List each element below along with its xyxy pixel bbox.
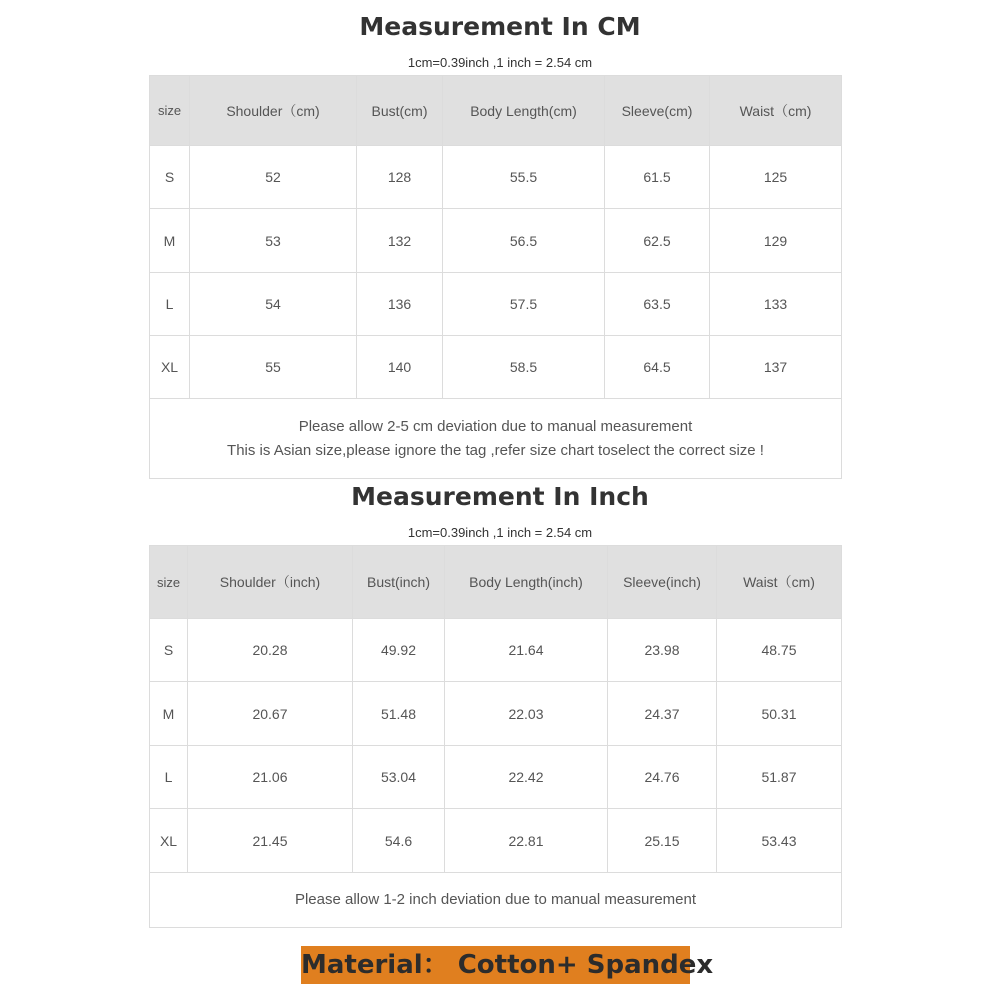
cm-conversion-note: 1cm=0.39inch ,1 inch = 2.54 cm (407, 55, 593, 70)
header-size: size (150, 546, 188, 619)
cm-size-table (149, 75, 842, 479)
cell-bust: 54.6 (353, 809, 445, 873)
deviation-note-line: Please allow 1-2 inch deviation due to manual measurement (294, 891, 697, 908)
cell-bust: 136 (357, 273, 443, 336)
header-sleeve: Sleeve(inch) (608, 546, 717, 619)
inch-section-title: Measurement In Inch (351, 482, 649, 511)
header-waist: Waist（cm) (710, 76, 842, 146)
table-row (150, 336, 842, 399)
cell-shoulder: 52 (190, 146, 357, 209)
cell-waist: 51.87 (717, 746, 842, 809)
cell-size: S (150, 146, 190, 209)
inch-conversion-note: 1cm=0.39inch ,1 inch = 2.54 cm (407, 525, 593, 540)
cell-body-length: 57.5 (443, 273, 605, 336)
header-shoulder: Shoulder（cm) (190, 76, 357, 146)
deviation-note (150, 399, 842, 479)
cell-waist: 129 (710, 209, 842, 273)
cell-sleeve: 61.5 (605, 146, 710, 209)
cell-bust: 140 (357, 336, 443, 399)
table-note-row (150, 873, 842, 928)
cell-sleeve: 24.37 (608, 682, 717, 746)
cell-body-length: 21.64 (445, 619, 608, 682)
cell-sleeve: 63.5 (605, 273, 710, 336)
table-row (150, 273, 842, 336)
cell-size: M (150, 682, 188, 746)
cell-sleeve: 23.98 (608, 619, 717, 682)
deviation-note (150, 873, 842, 928)
cell-waist: 125 (710, 146, 842, 209)
header-body-length: Body Length(inch) (445, 546, 608, 619)
cell-waist: 48.75 (717, 619, 842, 682)
cell-waist: 133 (710, 273, 842, 336)
cell-shoulder: 53 (190, 209, 357, 273)
cell-bust: 53.04 (353, 746, 445, 809)
cm-section-title: Measurement In CM (359, 12, 641, 41)
cell-waist: 53.43 (717, 809, 842, 873)
cell-size: M (150, 209, 190, 273)
cell-waist: 50.31 (717, 682, 842, 746)
header-sleeve: Sleeve(cm) (605, 76, 710, 146)
header-bust: Bust(cm) (357, 76, 443, 146)
cell-shoulder: 21.45 (188, 809, 353, 873)
cell-body-length: 22.42 (445, 746, 608, 809)
cell-body-length: 22.03 (445, 682, 608, 746)
cell-size: L (150, 273, 190, 336)
header-body-length: Body Length(cm) (443, 76, 605, 146)
deviation-note-line: Please allow 2-5 cm deviation due to manual measurement (298, 417, 693, 435)
cell-size: S (150, 619, 188, 682)
table-row (150, 146, 842, 209)
cell-shoulder: 55 (190, 336, 357, 399)
table-header-row (150, 546, 842, 619)
asian-size-note-line: This is Asian size,please ignore the tag ,refer size chart toselect the correct size ! (227, 441, 764, 459)
table-row (150, 209, 842, 273)
cell-body-length: 55.5 (443, 146, 605, 209)
cell-sleeve: 24.76 (608, 746, 717, 809)
inch-size-table (149, 545, 842, 928)
cell-size: XL (150, 809, 188, 873)
cell-body-length: 58.5 (443, 336, 605, 399)
cell-body-length: 22.81 (445, 809, 608, 873)
cell-bust: 132 (357, 209, 443, 273)
table-header-row (150, 76, 842, 146)
cell-bust: 51.48 (353, 682, 445, 746)
cell-shoulder: 20.28 (188, 619, 353, 682)
header-shoulder: Shoulder（inch) (188, 546, 353, 619)
cell-sleeve: 25.15 (608, 809, 717, 873)
cell-shoulder: 21.06 (188, 746, 353, 809)
cell-body-length: 56.5 (443, 209, 605, 273)
cell-bust: 49.92 (353, 619, 445, 682)
cell-sleeve: 62.5 (605, 209, 710, 273)
cell-size: L (150, 746, 188, 809)
table-note-row (150, 399, 842, 479)
header-waist: Waist（cm) (717, 546, 842, 619)
cell-bust: 128 (357, 146, 443, 209)
header-bust: Bust(inch) (353, 546, 445, 619)
cell-waist: 137 (710, 336, 842, 399)
table-row (150, 619, 842, 682)
material-badge: Material： Cotton+ Spandex (301, 946, 690, 984)
table-row (150, 746, 842, 809)
cell-shoulder: 54 (190, 273, 357, 336)
header-size: size (150, 76, 190, 146)
cell-shoulder: 20.67 (188, 682, 353, 746)
cell-size: XL (150, 336, 190, 399)
table-row (150, 809, 842, 873)
cell-sleeve: 64.5 (605, 336, 710, 399)
table-row (150, 682, 842, 746)
